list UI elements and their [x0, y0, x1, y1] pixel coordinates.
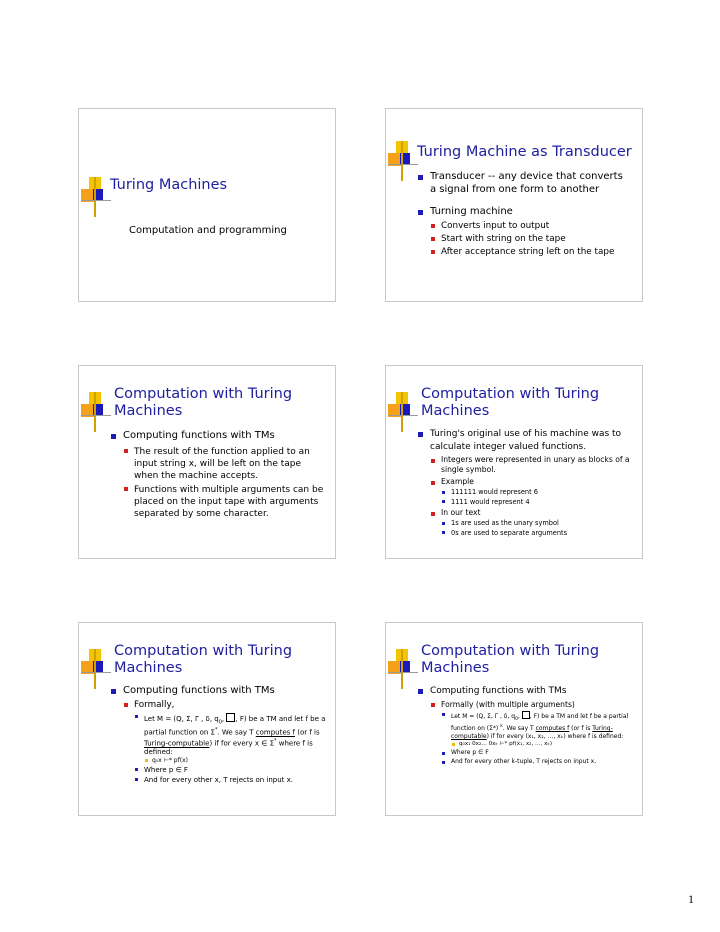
- list-item: And for every other x, T rejects on input x.: [134, 776, 329, 785]
- list-item: 111111 would represent 6: [441, 488, 636, 497]
- bullet-list: [109, 685, 329, 787]
- list-item: Turning machine Converts input to output Start with string on the tape After acceptance string left on the tape: [416, 206, 630, 258]
- slide-1: [78, 108, 336, 302]
- slide-title: Computation with Turing Machines: [421, 386, 600, 419]
- list-item: Let M = (Q, Σ, Γ , δ, $q_0$, , F) be a TM and let f be a partial function on (Σ*) $^k$. We say T computes f (or f is Turing-computable) if for every (x₁, x₂, …, xₖ) where f is defined: q₀x₁ 0x₂… 0xₖ ⊢* pf(x₁, x₂, …, xₖ): [441, 711, 638, 749]
- list-item: Where p ∈ F: [441, 749, 638, 757]
- list-item: Let M = (Q, Σ, Γ , δ, $q_0$, , F) be a TM and let f be a partial function on Σ*. We say T computes f (or f is Turing-computable) if for every x ∈ Σ* where f is defined: q₀x ⊢* pf(x): [134, 713, 329, 765]
- slide-title: Turing Machines: [110, 177, 228, 193]
- list-item: In our text 1s are used as the unary symbol 0s are used to separate arguments: [430, 508, 636, 537]
- slide-decoration-icon: [388, 392, 418, 432]
- slide-decoration-icon: [81, 177, 111, 217]
- bullet-list: [416, 171, 630, 268]
- list-item: Computing functions with TMs The result of the function applied to an input string x, will be left on the tape when the machine accepts. Functions with multiple arguments can be placed on the input tape with arguments separated by some character.: [109, 430, 327, 520]
- bullet-list: [416, 428, 636, 539]
- list-item: The result of the function applied to an input string x, will be left on the tape when the machine accepts.: [123, 446, 327, 482]
- slide-decoration-icon: [388, 141, 418, 181]
- slide-6: [385, 622, 643, 816]
- bullet-list: [109, 430, 327, 522]
- slide-5: [78, 622, 336, 816]
- list-item: Computing functions with TMs Formally (with multiple arguments) Let M = (Q, Σ, Γ , δ, $q_0$, , F) be a TM and let f be a partial function on (Σ*) $^k$. We say T computes f (or f is Turing-computable) if for every (x₁, x₂, …, xₖ) where f is defined: q₀x₁ 0x₂… 0xₖ ⊢* pf(x₁, x₂, …, xₖ) Where p ∈ F And for every other k-tuple, T rejects on input x.: [416, 685, 638, 766]
- slide-4: [385, 365, 643, 559]
- slide-title: Turing Machine as Transducer: [417, 144, 632, 160]
- slide-subtitle: Computation and programming: [129, 225, 287, 236]
- list-item: Integers were represented in unary as blocks of a single symbol.: [430, 455, 636, 475]
- page-number: 1: [688, 892, 694, 906]
- list-item: 1111 would represent 4: [441, 498, 636, 507]
- slide-decoration-icon: [81, 392, 111, 432]
- list-item: After acceptance string left on the tape: [430, 247, 630, 258]
- bullet-list: [416, 685, 638, 768]
- slide-3: [78, 365, 336, 559]
- list-item: Computing functions with TMs Formally, Let M = (Q, Σ, Γ , δ, $q_0$, , F) be a TM and let f be a partial function on Σ*. We say T computes f (or f is Turing-computable) if for every x ∈ Σ* where f is defined: q₀x ⊢* pf(x) Where p ∈ F And for every other x, T rejects on input x.: [109, 685, 329, 785]
- slide-decoration-icon: [81, 649, 111, 689]
- list-item: q₀x₁ 0x₂… 0xₖ ⊢* pf(x₁, x₂, …, xₖ): [451, 740, 638, 748]
- list-item: Functions with multiple arguments can be placed on the input tape with arguments separated by some character.: [123, 484, 327, 520]
- slide-title: Computation with Turing Machines: [114, 386, 293, 419]
- list-item: Example 111111 would represent 6 1111 would represent 4: [430, 477, 636, 506]
- list-item: Converts input to output: [430, 221, 630, 232]
- slide-2: [385, 108, 643, 302]
- slide-title: Computation with Turing Machines: [114, 643, 293, 676]
- blank-symbol-icon: [522, 711, 530, 719]
- list-item: Transducer -- any device that converts a signal from one form to another: [416, 171, 630, 196]
- list-item: And for every other k-tuple, T rejects on input x.: [441, 758, 638, 766]
- slide-title: Computation with Turing Machines: [421, 643, 600, 676]
- list-item: Formally, Let M = (Q, Σ, Γ , δ, $q_0$, , F) be a TM and let f be a partial function on Σ*. We say T computes f (or f is Turing-computable) if for every x ∈ Σ* where f is defined: q₀x ⊢* pf(x) Where p ∈ F And for every other x, T rejects on input x.: [123, 700, 329, 785]
- list-item: 1s are used as the unary symbol: [441, 519, 636, 528]
- list-item: Turing's original use of his machine was to calculate integer valued functions. Integers were represented in unary as blocks of a single symbol. Example 111111 would represent 6 1111 would represent 4 In our text 1s are used as the unary symbol 0s are used to separate arguments: [416, 428, 636, 537]
- list-item: Where p ∈ F: [134, 766, 329, 775]
- list-item: Start with string on the tape: [430, 234, 630, 245]
- list-item: 0s are used to separate arguments: [441, 529, 636, 538]
- slide-decoration-icon: [388, 649, 418, 689]
- list-item: q₀x ⊢* pf(x): [144, 757, 329, 765]
- list-item: Formally (with multiple arguments) Let M = (Q, Σ, Γ , δ, $q_0$, , F) be a TM and let f be a partial function on (Σ*) $^k$. We say T computes f (or f is Turing-computable) if for every (x₁, x₂, …, xₖ) where f is defined: q₀x₁ 0x₂… 0xₖ ⊢* pf(x₁, x₂, …, xₖ) Where p ∈ F And for every other k-tuple, T rejects on input x.: [430, 700, 638, 767]
